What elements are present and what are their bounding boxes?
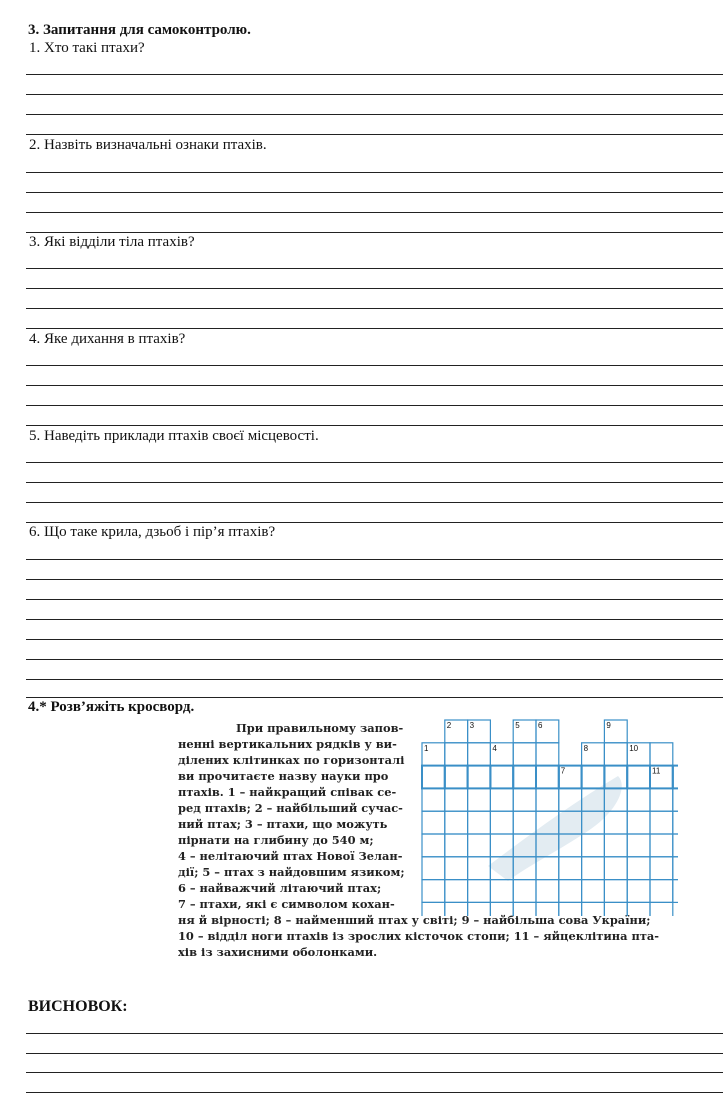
crossword-cell[interactable] — [673, 857, 678, 880]
clue-number: 1 — [424, 743, 429, 753]
answer-line[interactable] — [26, 659, 723, 660]
crossword-cell[interactable] — [445, 811, 468, 834]
answer-line[interactable] — [26, 639, 723, 640]
answer-line[interactable] — [26, 172, 723, 173]
clue-number: 6 — [538, 721, 543, 730]
answer-line[interactable] — [26, 308, 723, 309]
crossword-cell[interactable] — [422, 811, 445, 834]
answer-line[interactable] — [26, 1092, 723, 1093]
crossword-cell[interactable] — [468, 788, 491, 811]
crossword-cell[interactable] — [513, 743, 536, 766]
crossword-cell[interactable] — [422, 834, 445, 857]
answer-line[interactable] — [26, 212, 723, 213]
crossword-cell[interactable] — [582, 902, 605, 916]
answer-line[interactable] — [26, 482, 723, 483]
crossword-cell[interactable] — [582, 834, 605, 857]
crossword-text-line: При правильному запов- — [236, 721, 404, 735]
answer-line[interactable] — [26, 502, 723, 503]
crossword-cell[interactable] — [604, 880, 627, 903]
crossword-grid — [418, 716, 678, 916]
answer-line[interactable] — [26, 462, 723, 463]
crossword-cell[interactable] — [673, 788, 678, 811]
crossword-cell[interactable] — [627, 880, 650, 903]
clue-number: 10 — [629, 743, 639, 753]
crossword-cell[interactable] — [468, 880, 491, 903]
answer-line[interactable] — [26, 288, 723, 289]
crossword-cell[interactable] — [513, 811, 536, 834]
crossword-cell[interactable] — [673, 811, 678, 834]
crossword-text-line: ня й вірності; 8 – найменший птах у світі; 9 – найбільша сова України; — [178, 913, 651, 927]
crossword-cell[interactable] — [559, 902, 582, 916]
clue-number: 4 — [492, 743, 497, 753]
crossword-cell[interactable] — [627, 902, 650, 916]
answer-line[interactable] — [26, 579, 723, 580]
answer-line[interactable] — [26, 74, 723, 75]
crossword-cell[interactable] — [468, 743, 491, 766]
section-4-title: 4.* Розв’яжіть кросворд. — [28, 699, 195, 715]
crossword-cell[interactable] — [445, 766, 468, 789]
crossword-cell[interactable] — [513, 880, 536, 903]
crossword-cell[interactable] — [673, 834, 678, 857]
crossword-cell[interactable] — [627, 788, 650, 811]
crossword-cell[interactable] — [468, 766, 491, 789]
crossword-cell[interactable] — [468, 902, 491, 916]
crossword-cell[interactable] — [627, 834, 650, 857]
answer-line[interactable] — [26, 94, 723, 95]
crossword-cell[interactable] — [422, 766, 445, 789]
crossword-cell[interactable] — [604, 834, 627, 857]
clue-number: 8 — [583, 743, 589, 753]
crossword-cell[interactable] — [650, 880, 673, 903]
clue-number: 5 — [515, 721, 520, 730]
clue-number: 11 — [652, 766, 661, 776]
question-1: 1. Хто такі птахи? — [29, 40, 145, 56]
clue-number: 3 — [469, 721, 475, 730]
crossword-cell[interactable] — [490, 788, 513, 811]
crossword-text-line: птахів. 1 – найкращий співак се- — [178, 785, 397, 799]
crossword-cell[interactable] — [559, 857, 582, 880]
crossword-text-line: ви прочитаєте назву науки про — [178, 769, 389, 783]
bird-watermark-icon — [488, 776, 622, 881]
answer-line[interactable] — [26, 1053, 723, 1054]
crossword-cell[interactable] — [422, 902, 445, 916]
crossword-text-line: пірнати на глибину до 540 м; — [178, 833, 374, 847]
question-4: 4. Яке дихання в птахів? — [29, 331, 186, 347]
section-3-title: 3. Запитання для самоконтролю. — [28, 22, 251, 38]
crossword-cell[interactable] — [513, 766, 536, 789]
clue-number: 7 — [560, 766, 566, 776]
crossword-cell[interactable] — [673, 766, 678, 789]
answer-line[interactable] — [26, 114, 723, 115]
crossword-cell[interactable] — [490, 766, 513, 789]
clue-number: 9 — [606, 721, 611, 730]
crossword-cell[interactable] — [536, 788, 559, 811]
crossword-cell[interactable] — [604, 902, 627, 916]
clue-number: 2 — [446, 721, 452, 730]
answer-line[interactable] — [26, 425, 723, 426]
crossword-cell[interactable] — [650, 902, 673, 916]
crossword-cell[interactable] — [650, 811, 673, 834]
answer-line[interactable] — [26, 328, 723, 329]
crossword-cell[interactable] — [582, 880, 605, 903]
crossword-cell[interactable] — [445, 743, 468, 766]
crossword-cell[interactable] — [468, 834, 491, 857]
crossword-cell[interactable] — [513, 788, 536, 811]
answer-line[interactable] — [26, 192, 723, 193]
crossword-cell[interactable] — [422, 857, 445, 880]
crossword-cell[interactable] — [582, 766, 605, 789]
crossword-cell[interactable] — [536, 766, 559, 789]
question-5: 5. Наведіть приклади птахів своєї місцевості. — [29, 428, 319, 444]
crossword-cell[interactable] — [468, 857, 491, 880]
crossword-cell[interactable] — [536, 880, 559, 903]
crossword-cell[interactable] — [536, 902, 559, 916]
crossword-text-line: ред птахів; 2 – найбільший сучас- — [178, 801, 403, 815]
crossword-cell[interactable] — [445, 834, 468, 857]
answer-line[interactable] — [26, 268, 723, 269]
crossword-cell[interactable] — [604, 811, 627, 834]
answer-line[interactable] — [26, 559, 723, 560]
crossword-cell[interactable] — [627, 766, 650, 789]
crossword-cell[interactable] — [445, 857, 468, 880]
answer-line[interactable] — [26, 522, 723, 523]
crossword-cell[interactable] — [650, 788, 673, 811]
answer-line[interactable] — [26, 385, 723, 386]
crossword-cell[interactable] — [445, 880, 468, 903]
crossword-cell[interactable] — [582, 857, 605, 880]
crossword-cell[interactable] — [559, 880, 582, 903]
conclusion-title: ВИСНОВОК: — [28, 998, 128, 1015]
crossword-text-line: 6 – найважчий літаючий птах; — [178, 881, 382, 895]
crossword-text-line: 4 – нелітаючий птах Нової Зелан- — [178, 849, 403, 863]
answer-line[interactable] — [26, 405, 723, 406]
answer-line[interactable] — [26, 1033, 723, 1034]
answer-line[interactable] — [26, 134, 723, 135]
crossword-cell[interactable] — [422, 788, 445, 811]
answer-line[interactable] — [26, 599, 723, 600]
crossword-cell[interactable] — [627, 857, 650, 880]
crossword-text-line: 7 – птахи, які є символом кохан- — [178, 897, 395, 911]
crossword-text-line: ділених клітинках по горизонталі — [178, 753, 405, 767]
crossword-cell[interactable] — [650, 857, 673, 880]
crossword-cell[interactable] — [513, 902, 536, 916]
crossword-cell[interactable] — [536, 743, 559, 766]
crossword-cell[interactable] — [468, 811, 491, 834]
crossword-text-line: ненні вертикальних рядків у ви- — [178, 737, 397, 751]
crossword-cell[interactable] — [490, 811, 513, 834]
question-6: 6. Що таке крила, дзьоб і пір’я птахів? — [29, 524, 276, 540]
crossword-cell[interactable] — [445, 788, 468, 811]
crossword-cell[interactable] — [490, 880, 513, 903]
crossword-cell[interactable] — [650, 743, 673, 766]
crossword-cell[interactable] — [650, 834, 673, 857]
crossword-cell[interactable] — [604, 857, 627, 880]
answer-line[interactable] — [26, 679, 723, 680]
question-2: 2. Назвіть визначальні ознаки птахів. — [29, 137, 267, 153]
crossword-text-line: дії; 5 – птах з найдовшим язиком; — [178, 865, 405, 879]
answer-line[interactable] — [26, 697, 723, 698]
question-3: 3. Які відділи тіла птахів? — [29, 234, 195, 250]
crossword-text-line: 10 – відділ ноги птахів із зрослих кісточок стопи; 11 – яйцеклітина пта- — [178, 929, 659, 943]
crossword-text-line: ний птах; 3 – птахи, що можуть — [178, 817, 388, 831]
answer-line[interactable] — [26, 1072, 723, 1073]
answer-line[interactable] — [26, 619, 723, 620]
crossword-cell[interactable] — [604, 743, 627, 766]
crossword-cell[interactable] — [490, 902, 513, 916]
crossword-cell[interactable] — [673, 880, 678, 903]
answer-line[interactable] — [26, 232, 723, 233]
answer-line[interactable] — [26, 365, 723, 366]
crossword-cell[interactable] — [627, 811, 650, 834]
crossword-cell[interactable] — [422, 880, 445, 903]
crossword-cell[interactable] — [445, 902, 468, 916]
crossword-text-line: хів із захисними оболонками. — [178, 945, 378, 959]
